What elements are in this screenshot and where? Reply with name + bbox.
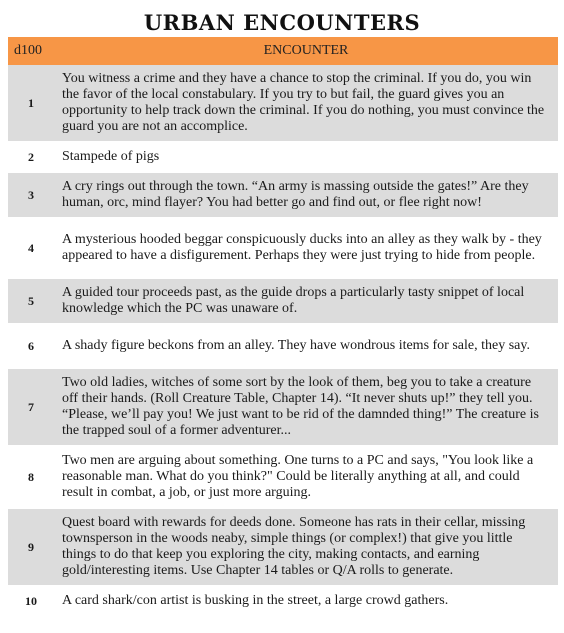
- table-row: [8, 447, 558, 507]
- table-row: [8, 369, 558, 445]
- table-row: [8, 325, 558, 367]
- roll-number: 2: [28, 150, 34, 164]
- table-row: [8, 219, 558, 277]
- header-d100: d100: [8, 37, 54, 65]
- roll-number: 8: [28, 470, 34, 484]
- table-row: [8, 65, 558, 141]
- encounter-table: [8, 37, 558, 615]
- roll-number: 5: [8, 279, 54, 323]
- encounter-text: Two old ladies, witches of some sort by the look of them, beg you to take a creature off their hands. (Roll Creature Table, Chapter 14). “It never shuts up!” they tell you. “Please, we’ll pay you! We just want to be rid of the damnded thing!” The creature is the trapped soul of a former adventurer...: [54, 369, 558, 445]
- roll-number: 3: [8, 173, 54, 217]
- roll-number: 1: [8, 65, 54, 141]
- table-row: [8, 509, 558, 585]
- roll-number: 9: [8, 509, 54, 585]
- table-row: [8, 587, 558, 615]
- table-row: [8, 279, 558, 323]
- roll-number: 10: [25, 594, 37, 608]
- encounter-text: A guided tour proceeds past, as the guide drops a particularly tasty snippet of local knowledge which the PC was unaware of.: [54, 279, 558, 323]
- encounter-text: A shady figure beckons from an alley. They have wondrous items for sale, they say.: [62, 338, 530, 353]
- encounter-text: Quest board with rewards for deeds done. Someone has rats in their cellar, missing townsperson in the woods neaby, simple things (or complex!) that give you little things to do that keep you exploring the city, making contacts, and earning gold/interesting items. Use Chapter 14 tables or Q/A rolls to generate.: [54, 509, 558, 585]
- encounter-text: A card shark/con artist is busking in the street, a large crowd gathers.: [62, 593, 449, 608]
- encounter-text: Stampede of pigs: [62, 149, 160, 164]
- table-row: [8, 143, 558, 171]
- table-header-row: [8, 37, 558, 65]
- roll-number: 4: [28, 241, 34, 255]
- encounter-text: A cry rings out through the town. “An army is massing outside the gates!” Are they human, orc, mind flayer? You had better go and find out, or flee right now!: [54, 173, 558, 217]
- header-encounter: ENCOUNTER: [54, 37, 558, 65]
- roll-number: 6: [28, 339, 34, 353]
- table-row: [8, 173, 558, 217]
- encounter-text: You witness a crime and they have a chance to stop the criminal. If you do, you win the favor of the local constabulary. If you try to but fail, the guard gives you an opportunity to help track down the criminal. If you do nothing, you must convince the guard you are not an accomplice.: [54, 65, 558, 141]
- encounter-text: Two men are arguing about something. One turns to a PC and says, "You look like a reasonable man. What do you think?" Could be literally anything at all, and could result in combat, a job, or just more arguing.: [62, 453, 534, 500]
- roll-number: 7: [8, 369, 54, 445]
- encounter-text: A mysterious hooded beggar conspicuously ducks into an alley as they walk by - they appeared to have a disfigurement. Perhaps they were just trying to hide from people.: [62, 232, 542, 263]
- page-title: URBAN ENCOUNTERS: [143, 10, 421, 35]
